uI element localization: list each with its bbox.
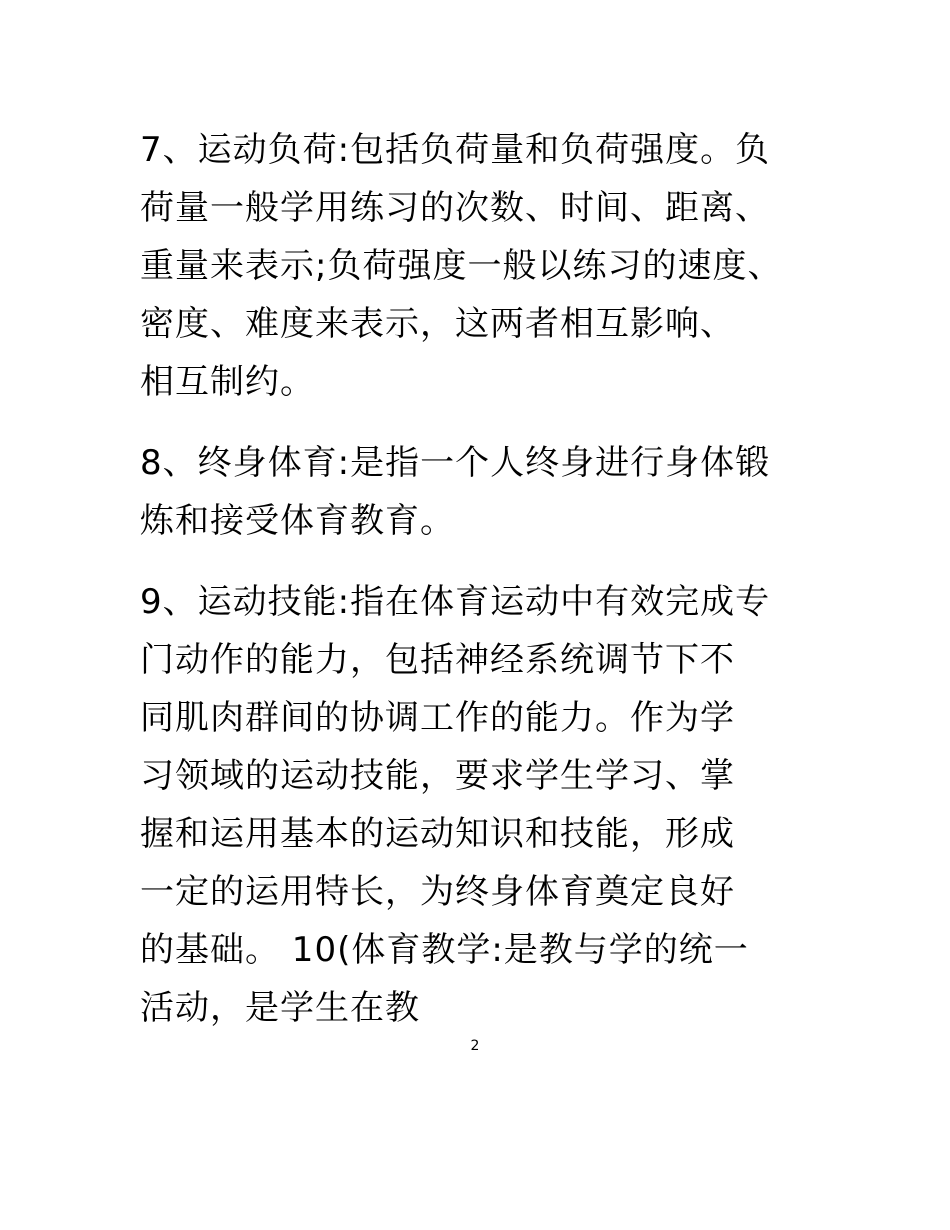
paragraph-lifelong-sports xyxy=(140,434,820,550)
page-number: 2 xyxy=(470,1038,480,1054)
text-line: 同肌肉群间的协调工作的能力。作为学 xyxy=(140,698,735,738)
text-line: 炼和接受体育教育。 xyxy=(140,501,455,541)
paragraph-motor-skills xyxy=(140,573,820,1037)
text-line: 密度、难度来表示，这两者相互影响、 xyxy=(140,304,735,344)
text-line: 9、运动技能:指在体育运动中有效完成专 xyxy=(140,582,771,622)
page-content xyxy=(140,121,820,1060)
text-line: 重量来表示;负荷强度一般以练习的速度、 xyxy=(140,246,783,286)
text-line: 一定的运用特长，为终身体育奠定良好 xyxy=(140,872,735,912)
paragraph-exercise-load xyxy=(140,121,820,411)
text-line: 的基础。 10(体育教学:是教与学的统一 xyxy=(140,930,749,970)
text-line: 相互制约。 xyxy=(140,362,315,402)
text-line: 握和运用基本的运动知识和技能，形成 xyxy=(140,814,735,854)
text-line: 活动，是学生在教 xyxy=(140,988,420,1028)
text-line: 荷量一般学用练习的次数、时间、距离、 xyxy=(140,188,770,228)
text-line: 7、运动负荷:包括负荷量和负荷强度。负 xyxy=(140,130,771,170)
text-line: 习领域的运动技能，要求学生学习、掌 xyxy=(140,756,735,796)
text-line: 门动作的能力，包括神经系统调节下不 xyxy=(140,640,735,680)
text-line: 8、终身体育:是指一个人终身进行身体锻 xyxy=(140,443,771,483)
